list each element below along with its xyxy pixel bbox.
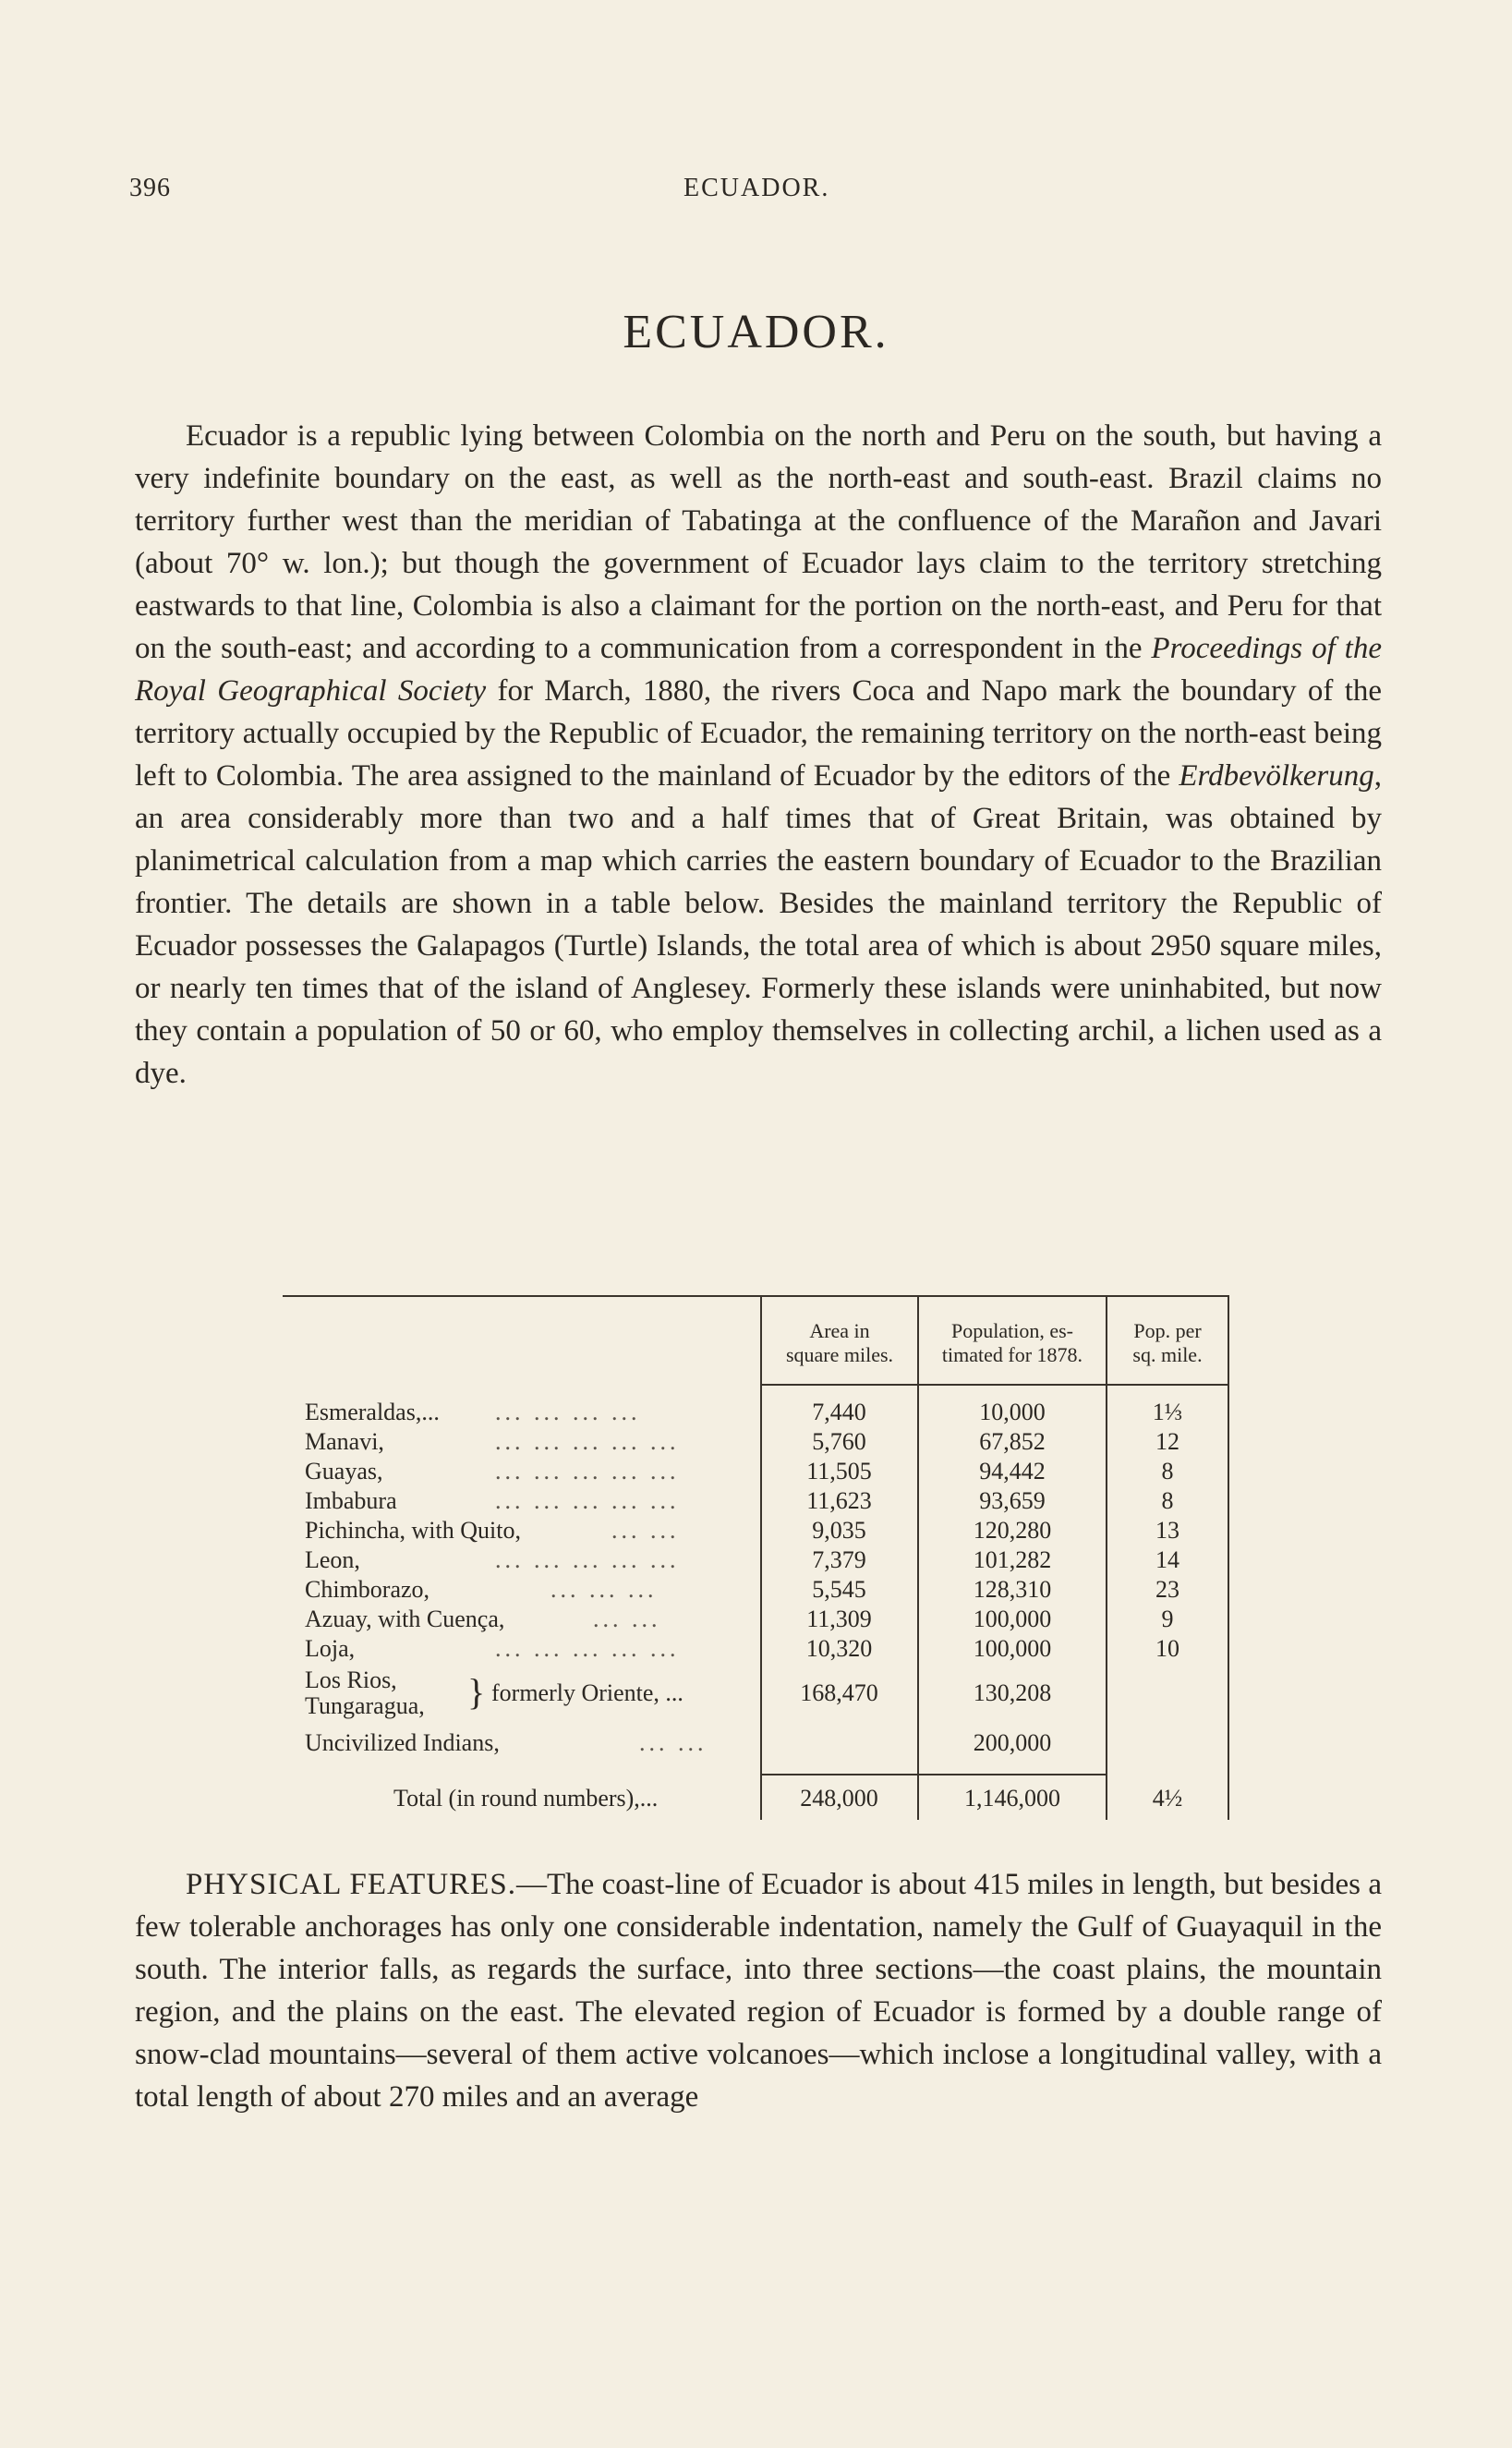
- physical-features-text: —The coast-line of Ecuador is about 415 miles in length, but besides a few tolerable anchorages has only one considerable indentation, namely the Gulf of Guayaquil in the south. The interior falls, as regards the surface, into three sections—the coast plains, the mountain region, and the plains on the east. The elevated region of Ecuador is formed by a double range of snow-clad mountains—several of them active volcanoes—which inclose a longitudinal valley, with a total length of about 270 miles and an average: [135, 1868, 1382, 2114]
- area-value: 5,545: [812, 1576, 866, 1603]
- total-density: 4½: [1152, 1785, 1183, 1812]
- density-value: 1⅓: [1152, 1399, 1183, 1425]
- leader-dots: ... ...: [611, 1517, 680, 1544]
- leader-dots: ... ... ...: [550, 1576, 658, 1603]
- province-name: Chimborazo,: [305, 1576, 430, 1603]
- density-value: 13: [1155, 1517, 1179, 1544]
- uncivilized-population: 200,000: [973, 1729, 1052, 1756]
- header-area: Area in square miles.: [785, 1319, 894, 1366]
- population-value: 100,000: [973, 1635, 1052, 1662]
- uncivilized-name: Uncivilized Indians,: [305, 1729, 500, 1756]
- intro-paragraph: [135, 415, 1382, 1095]
- province-name: Leon,: [305, 1546, 360, 1573]
- table-row: [283, 1546, 1229, 1574]
- area-value: 7,379: [812, 1546, 866, 1573]
- group-brace: }: [467, 1671, 486, 1713]
- area-value: 7,440: [812, 1399, 866, 1425]
- density-value: 14: [1155, 1546, 1179, 1573]
- group-name-1: Los Rios,: [305, 1666, 397, 1693]
- population-value: 10,000: [979, 1399, 1046, 1425]
- uncivilized-dots: ... ...: [639, 1729, 708, 1756]
- population-value: 128,310: [973, 1576, 1052, 1603]
- header-population: Population, es- timated for 1878.: [941, 1319, 1083, 1366]
- total-label: Total (in round numbers),...: [393, 1785, 659, 1812]
- province-name: Pichincha, with Quito,: [305, 1517, 521, 1544]
- table-row: [283, 1606, 1229, 1633]
- province-name: Loja,: [305, 1635, 356, 1662]
- province-name: Manavi,: [305, 1428, 384, 1455]
- table-top-rule: [283, 1295, 1229, 1297]
- table-row: [283, 1487, 1229, 1515]
- population-value: 67,852: [979, 1428, 1046, 1455]
- page-header: [129, 174, 1383, 211]
- province-table: [283, 1295, 1229, 1820]
- group-area: 168,470: [800, 1679, 878, 1706]
- area-value: 11,309: [806, 1606, 872, 1632]
- total-population: 1,146,000: [964, 1785, 1060, 1812]
- density-value: 8: [1161, 1487, 1174, 1514]
- table-row: [283, 1517, 1229, 1545]
- table-header-rule: [760, 1384, 1229, 1386]
- leader-dots: ... ...: [593, 1606, 661, 1632]
- population-value: 100,000: [973, 1606, 1052, 1632]
- density-value: 9: [1161, 1606, 1174, 1632]
- province-name: Guayas,: [305, 1458, 383, 1485]
- province-name: Esmeraldas,...: [305, 1399, 440, 1425]
- density-value: 8: [1161, 1458, 1174, 1485]
- table-row: [283, 1635, 1229, 1663]
- group-name-2: Tungaragua,: [305, 1692, 425, 1719]
- chapter-title: ECUADOR.: [623, 306, 889, 358]
- province-name: Azuay, with Cuença,: [305, 1606, 505, 1632]
- population-value: 101,282: [973, 1546, 1052, 1573]
- density-value: 12: [1155, 1428, 1179, 1455]
- population-value: 120,280: [973, 1517, 1052, 1544]
- area-value: 11,623: [806, 1487, 872, 1514]
- total-area: 248,000: [800, 1785, 878, 1812]
- intro-citation: Proceedings of the Royal Geographical Society: [135, 632, 1382, 708]
- population-value: 94,442: [979, 1458, 1046, 1485]
- leader-dots: ... ... ... ... ...: [495, 1487, 680, 1514]
- intro-text-b: for March, 1880, the rivers Coca and Napo mark the boundary of the territory actually occupied by the Republic of Ecuador, the remaining territory on the north-east being left to Colombia. The area assigned to the mainland of Ecuador by the editors of the: [135, 674, 1383, 793]
- table-row: [283, 1428, 1229, 1456]
- leader-dots: ... ... ... ... ...: [495, 1428, 680, 1455]
- area-value: 5,760: [812, 1428, 866, 1455]
- table-row-total: [283, 1785, 1229, 1812]
- density-value: 23: [1155, 1576, 1179, 1603]
- table-total-rule: [760, 1774, 1107, 1775]
- header-density: Pop. per sq. mile.: [1132, 1319, 1203, 1366]
- density-value: 10: [1155, 1635, 1179, 1662]
- leader-dots: ... ... ... ... ...: [495, 1458, 680, 1485]
- leader-dots: ... ... ... ... ...: [495, 1546, 680, 1573]
- table-row: [283, 1458, 1229, 1485]
- running-head: ECUADOR.: [683, 174, 830, 202]
- intro-text-c: , an area considerably more than two and a half times that of Great Britain, was obtained by planimetrical calculation from a map which carries the eastern boundary of Ecuador to the Brazilian frontier. The details are shown in a table below. Besides the mainland territory the Republic of Ecuador possesses the Galapagos (Turtle) Islands, the total area of which is about 2950 square miles, or nearly ten times that of the island of Anglesey. Formerly these islands were uninhabited, but now they contain a population of 50 or 60, who employ themselves in collecting archil, a lichen used as a dye.: [135, 759, 1382, 1090]
- population-value: 93,659: [979, 1487, 1046, 1514]
- page-number: 396: [129, 174, 171, 202]
- intro-work-title: Erdbevölkerung: [1179, 759, 1374, 793]
- area-value: 10,320: [805, 1635, 873, 1662]
- leader-dots: ... ... ... ...: [495, 1399, 641, 1425]
- physical-features-paragraph: [135, 1863, 1382, 2118]
- table-row: [283, 1399, 1229, 1426]
- province-name: Imbabura: [305, 1487, 397, 1514]
- group-note: formerly Oriente, ...: [491, 1679, 683, 1706]
- table-row: [283, 1576, 1229, 1604]
- table-row-group: [283, 1665, 1229, 1729]
- leader-dots: ... ... ... ... ...: [495, 1635, 680, 1662]
- area-value: 9,035: [812, 1517, 866, 1544]
- area-value: 11,505: [806, 1458, 872, 1485]
- intro-text-a: Ecuador is a republic lying between Colombia on the north and Peru on the south, but having a very indefinite boundary on the east, as well as the north-east and south-east. Brazil claims no territory further west than the meridian of Tabatinga at the confluence of the Marañon and Javari (about 70° w. lon.); but though the government of Ecuador lays claim to the territory stretching eastwards to that line, Colombia is also a claimant for the portion on the north-east, and Peru for that on the south-east; and according to a communication from a correspondent in the: [135, 419, 1382, 665]
- table-row-uncivilized: [283, 1729, 1229, 1757]
- group-population: 130,208: [973, 1679, 1052, 1706]
- section-lead: PHYSICAL FEATURES.: [186, 1868, 516, 1901]
